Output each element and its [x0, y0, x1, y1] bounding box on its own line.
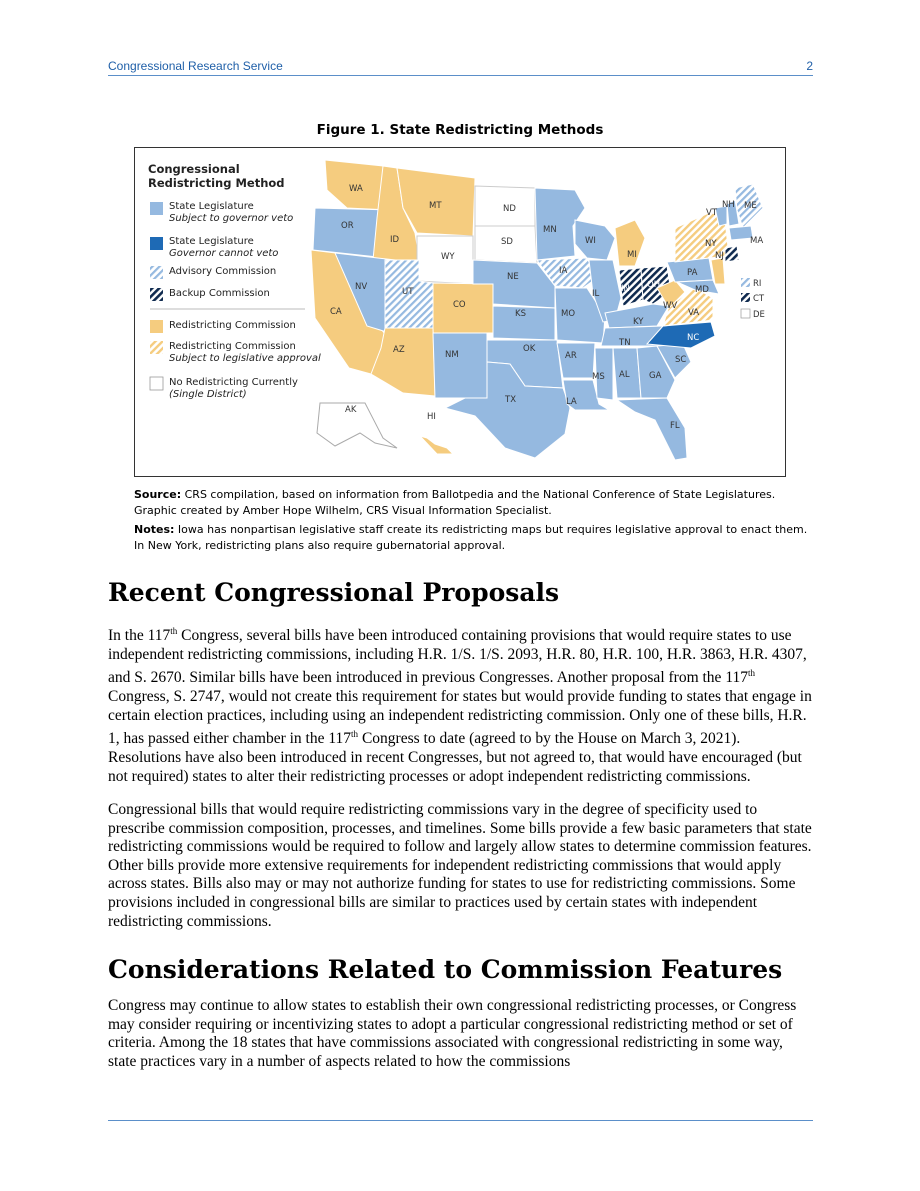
label-wv: WV — [663, 301, 678, 311]
label-va: VA — [688, 308, 700, 318]
label-pa: PA — [687, 268, 698, 278]
state-ak — [317, 403, 397, 448]
label-ri: RI — [753, 279, 762, 289]
paragraph-recent-proposals: In the 117th Congress, several bills have been introduced containing provisions that would require states to use independent redistricting commissions, including H.R. 1/S. 1/S. 2093, H.R. 80, H.R. 100, H.R. 3863, H.R. 4307, and S. 2670. Similar bills have been introduced in previous Congresses. Another proposal from the 117th Congress, S. 2747, would not create this requirement for states but would provide funding to states that engage in certain election practices, including using an independent redistricting commission. Only one of these bills, H.R. 1, has passed either chamber in the 117th Congress to date (agreed to by the House on March 3, 2021). Resolutions have also been introduced in recent Congresses, but not agreed to, that would have encouraged (but not required) states to alter their redistricting processes or adopt independent redistricting commissions. — [108, 626, 812, 785]
label-nd: ND — [503, 204, 516, 214]
label-sd: SD — [501, 237, 513, 247]
label-ks: KS — [515, 309, 526, 319]
label-fl: FL — [670, 421, 680, 431]
label-nc: NC — [687, 333, 700, 343]
legend-item-backup: Backup Commission — [169, 288, 270, 299]
label-in: IN — [621, 284, 630, 294]
label-wi: WI — [585, 236, 596, 246]
label-al: AL — [619, 370, 630, 380]
label-mt: MT — [429, 201, 442, 211]
label-mn: MN — [543, 225, 557, 235]
label-ok: OK — [523, 344, 536, 354]
label-ct: CT — [753, 294, 765, 304]
label-ma: MA — [750, 236, 764, 246]
label-nv: NV — [355, 282, 368, 292]
chip-ri — [741, 278, 750, 287]
label-id: ID — [390, 235, 400, 245]
label-ga: GA — [649, 371, 662, 381]
label-tx: TX — [505, 395, 517, 405]
label-nh: NH — [722, 200, 735, 210]
figure-source: Source: CRS compilation, based on information from Ballotpedia and the National Conference of State Legislatures. Graphic created by Amber Hope Wilhelm, CRS Visual Information Specialist. — [134, 488, 776, 517]
label-mi: MI — [627, 250, 637, 260]
label-il: IL — [592, 289, 600, 299]
legend-item-commission-approval: Redistricting Commission Subject to legislative approval — [169, 341, 321, 364]
label-ca: CA — [330, 307, 342, 317]
paragraph-commission-features: Congress may continue to allow states to establish their own congressional redistricting processes, or Congress may consider requiring or incentivizing states to adopt a particular congressional redistricting method or set of criteria. Among the 18 states that have commissions associated with congressional redistricting in some way, state practices vary in a number of aspects related to how the commissions — [108, 997, 797, 1070]
legend-item-legislature-noveto: State Legislature Governor cannot veto — [169, 236, 279, 259]
label-la: LA — [566, 397, 577, 407]
label-tn: TN — [619, 338, 631, 348]
header-rule — [108, 75, 813, 76]
label-or: OR — [341, 221, 354, 231]
label-nj: NJ — [715, 251, 724, 261]
label-ne: NE — [507, 272, 519, 282]
figure-map-box — [134, 147, 786, 477]
state-hi — [420, 436, 453, 454]
heading-commission-features: Considerations Related to Commission Features — [108, 955, 783, 984]
legend-title: Congressional Redistricting Method — [148, 162, 285, 190]
label-ia: IA — [559, 266, 568, 276]
page-number: 2 — [806, 59, 813, 73]
label-vt: VT — [706, 208, 718, 218]
label-ut: UT — [402, 287, 414, 297]
heading-recent-proposals: Recent Congressional Proposals — [108, 578, 560, 607]
figure-notes: Notes: Iowa has nonpartisan legislative staff create its redistricting maps but requires legislative approval to enact them. In New York, redistricting plans also require gubernatorial approval. — [134, 523, 808, 552]
label-hi: HI — [427, 412, 436, 422]
legend-item-advisory: Advisory Commission — [169, 266, 277, 277]
running-header-title: Congressional Research Service — [108, 59, 283, 73]
label-mo: MO — [561, 309, 576, 319]
label-wa: WA — [349, 184, 363, 194]
label-ar: AR — [565, 351, 577, 361]
legend-item-commission: Redistricting Commission — [169, 320, 296, 331]
paragraph-bill-specificity: Congressional bills that would require redistricting commissions vary in the degree of specificity used to prescribe commission composition, processes, and timelines. Some bills provide a few basic parameters that state redistricting commissions would be required to follow and largely allow states to determine commission features. Other bills provide more extensive requirements for independent redistricting commissions that would apply across states. Bills also may or may not authorize funding for states to use for redistricting commissions. Some provisions included in congressional bills are similar to practices used by certain states with independent redistricting commissions. — [108, 801, 812, 930]
state-nm — [433, 333, 487, 398]
footer-rule — [108, 1120, 813, 1121]
label-ms: MS — [592, 372, 605, 382]
label-ky: KY — [633, 317, 644, 327]
chip-ct — [741, 293, 750, 302]
label-oh: OH — [647, 280, 661, 290]
label-de: DE — [753, 310, 765, 320]
label-nm: NM — [445, 350, 459, 360]
us-map — [135, 148, 785, 476]
label-ak: AK — [345, 405, 357, 415]
label-co: CO — [453, 300, 466, 310]
legend-item-legislature-veto: State Legislature Subject to governor veto — [169, 201, 294, 224]
chip-de — [741, 309, 750, 318]
label-wy: WY — [441, 252, 455, 262]
label-ny: NY — [705, 239, 717, 249]
label-me: ME — [744, 201, 757, 211]
legend-item-none: No Redistricting Currently (Single District) — [169, 377, 298, 400]
label-az: AZ — [393, 345, 405, 355]
label-md: MD — [695, 285, 709, 295]
figure-title: Figure 1. State Redistricting Methods — [316, 122, 604, 138]
label-sc: SC — [675, 355, 687, 365]
state-ct — [725, 246, 739, 262]
